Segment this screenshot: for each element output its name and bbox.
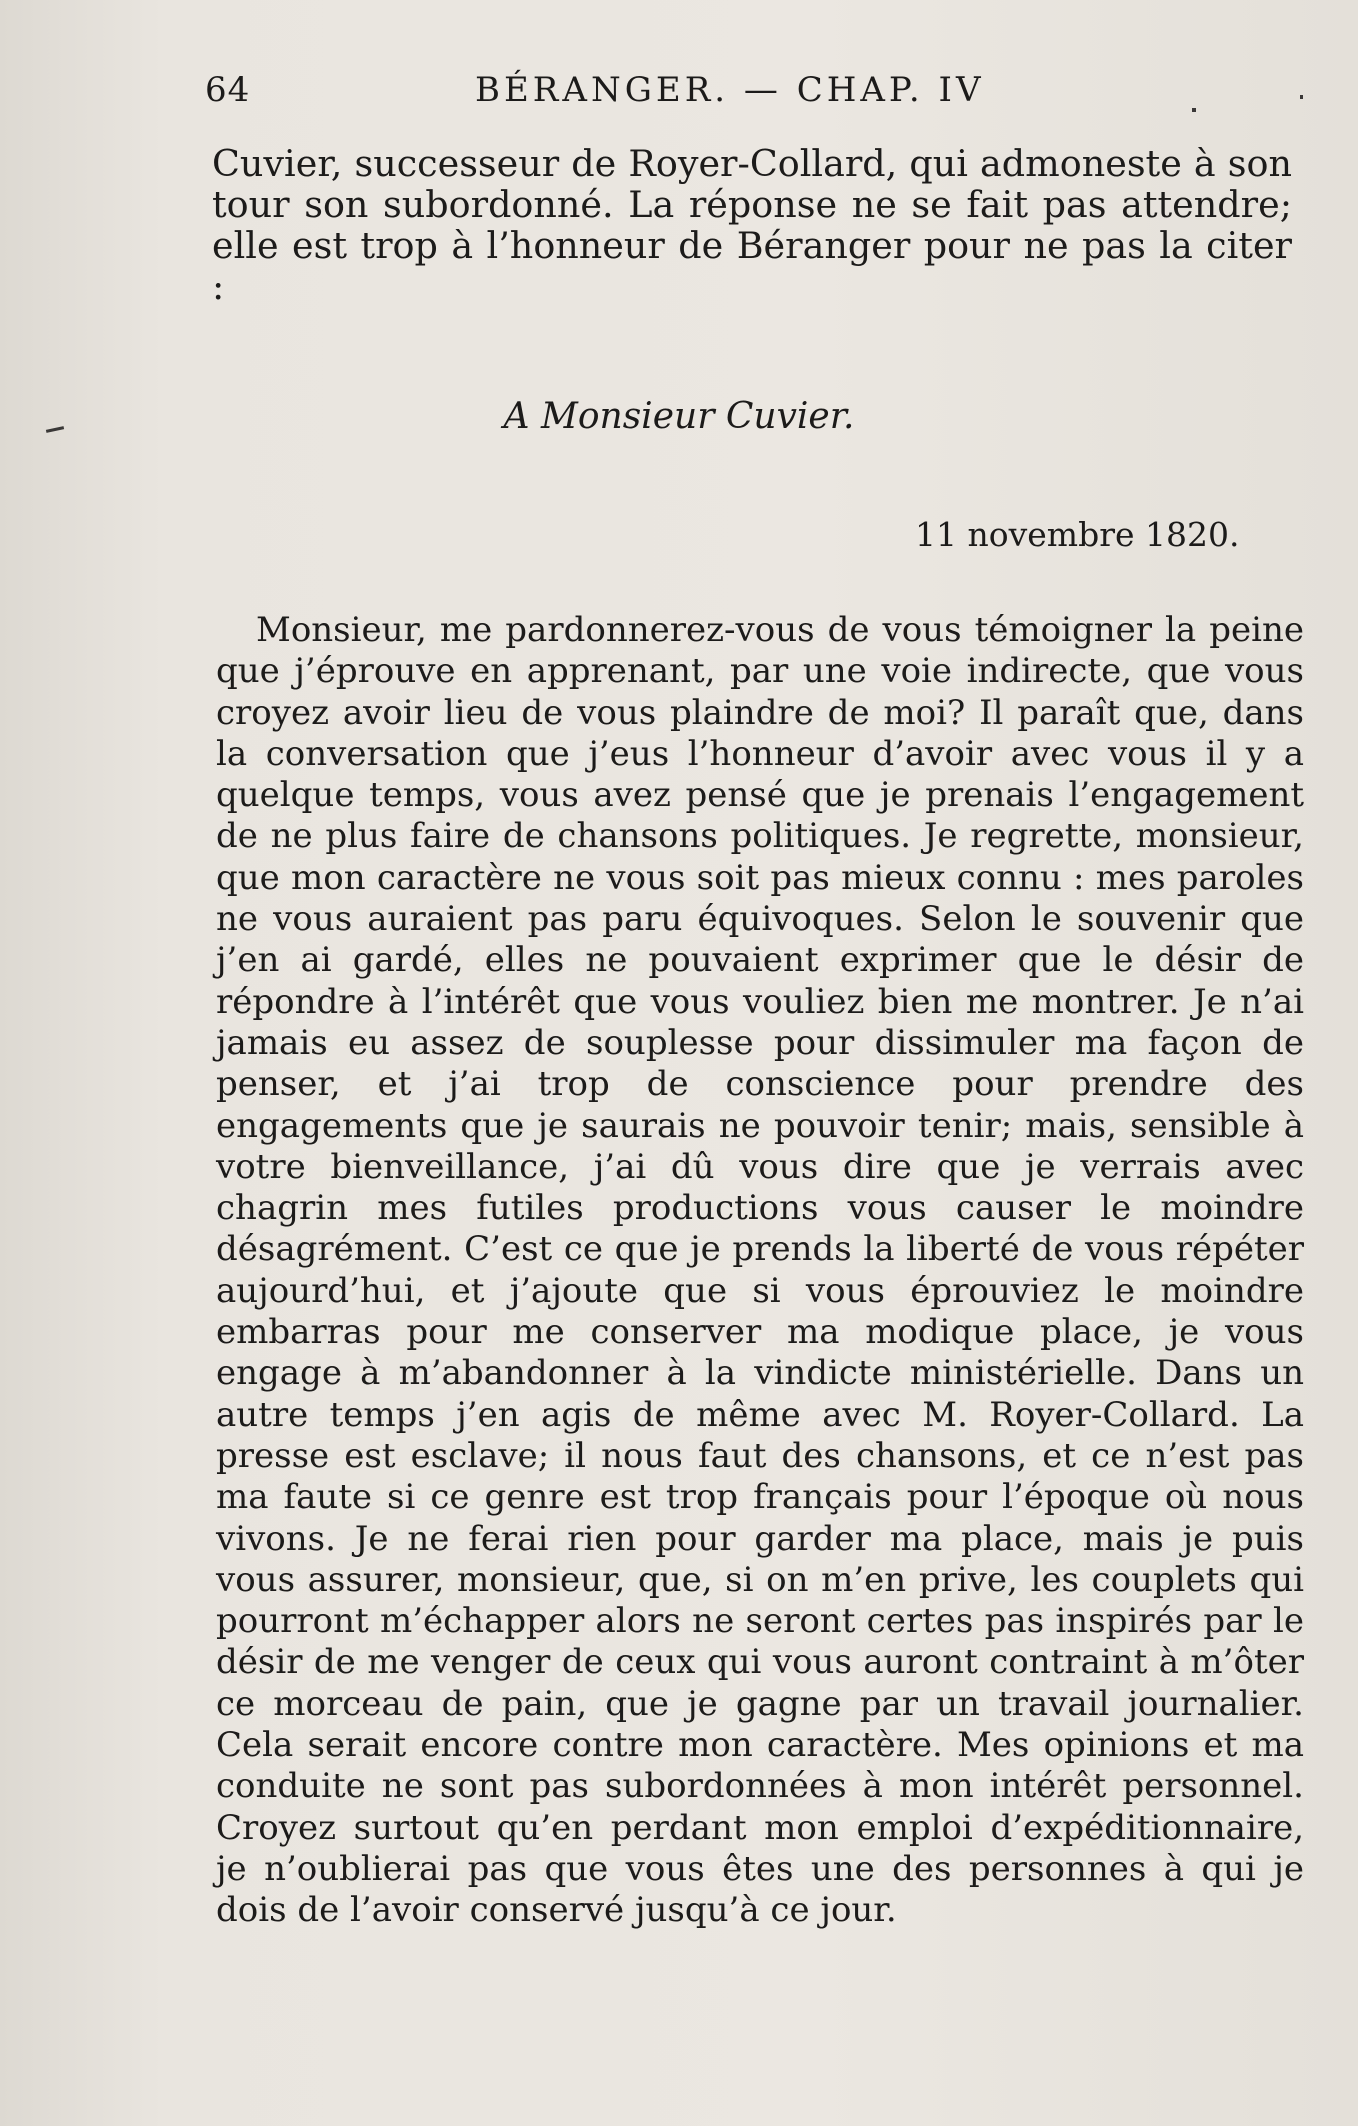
page-number: 64 [205, 70, 251, 110]
margin-mark [1300, 95, 1303, 99]
margin-mark [1192, 108, 1196, 112]
letter-date: 11 novembre 1820. [915, 515, 1240, 554]
letter-title: A Monsieur Cuvier. [503, 396, 855, 437]
page-header [205, 70, 1305, 120]
letter-body: Monsieur, me pardonnerez-vous de vous témoigner la peine que j’éprouve en apprenant, par une voie indirecte, que vous croyez avoir lieu de vous plaindre de moi? Il paraît que, dans la conversation que j’eus l’honneur d’avoir avec vous il y a quelque temps, vous avez pensé que je prenais l’engagement de ne plus faire de chansons politiques. Je regrette, monsieur, que mon caractère ne vous soit pas mieux connu : mes paroles ne vous auraient pas paru équivoques. Selon le souvenir que j’en ai gardé, elles ne pouvaient exprimer que le désir de répondre à l’intérêt que vous vouliez bien me montrer. Je n’ai jamais eu assez de souplesse pour dissimuler ma façon de penser, et j’ai trop de conscience pour prendre des engagements que je saurais ne pouvoir tenir; mais, sensible à votre bienveillance, j’ai dû vous dire que je verrais avec chagrin mes futiles productions vous causer le moindre désagrément. C’est ce que je prends la liberté de vous répéter aujourd’hui, et j’ajoute que si vous éprouviez le moindre embarras pour me conserver ma modique place, je vous engage à m’abandonner à la vindicte ministérielle. Dans un autre temps j’en agis de même avec M. Royer-Collard. La presse est esclave; il nous faut des chansons, et ce n’est pas ma faute si ce genre est trop français pour l’époque où nous vivons. Je ne ferai rien pour garder ma place, mais je puis vous assurer, monsieur, que, si on m’en prive, les couplets qui pourront m’échapper alors ne seront certes pas inspirés par le désir de me venger de ceux qui vous auront contraint à m’ôter ce morceau de pain, que je gagne par un travail journalier. Cela serait encore contre mon caractère. Mes opinions et ma conduite ne sont pas subordonnées à mon intérêt personnel. Croyez surtout qu’en perdant mon emploi d’expéditionnaire, je n’oublierai pas que vous êtes une des personnes à qui je dois de l’avoir conservé jusqu’à ce jour. [216, 610, 1304, 1931]
intro-paragraph: Cuvier, successeur de Royer-Collard, qui admoneste à son tour son subordonné. La réponse ne se fait pas attendre; elle est trop à l’honneur de Béranger pour ne pas la citer : [212, 142, 1292, 308]
running-head: BÉRANGER. — CHAP. IV [475, 70, 985, 110]
